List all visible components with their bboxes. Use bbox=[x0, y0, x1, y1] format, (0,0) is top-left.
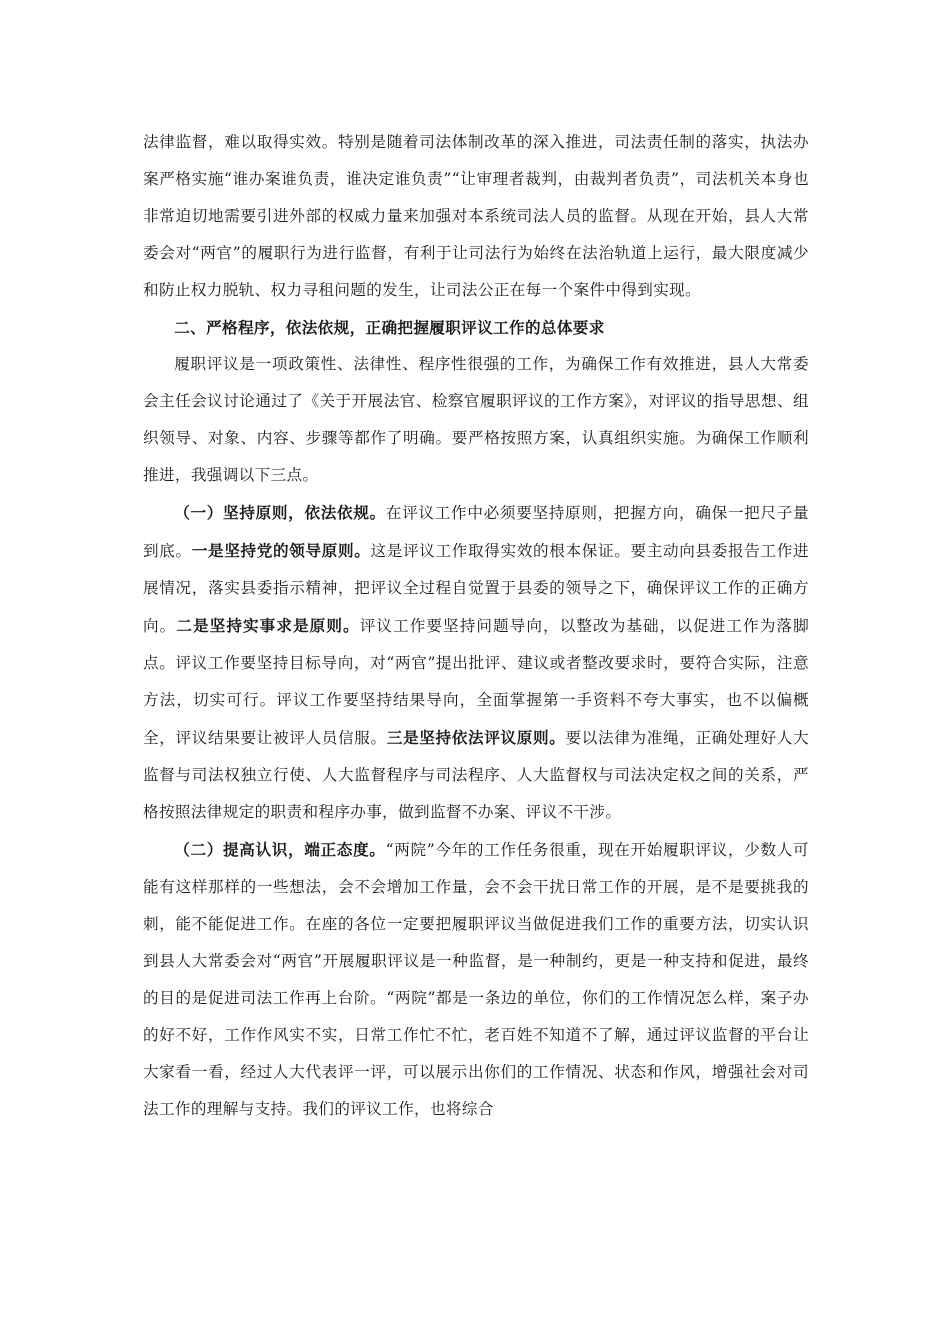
paragraph-evaluation-plan: 履职评议是一项政策性、法律性、程序性很强的工作，为确保工作有效推进，县人大常委会主任会议讨论通过了《关于开展法官、检察官履职评议的工作方案》，对评议的指导思想、组织领导、对象、内容、步骤等都作了明确。要严格按照方案，认真组织实施。为确保工作顺利推进，我强调以下三点。 bbox=[143, 355, 809, 484]
principles-text-1: 在评议工作中必须要坚持原则，把握方向，确保一把尺子量到底。 bbox=[143, 504, 809, 560]
principles-text-4: 要以法律为准绳，正确处理好人大监督与司法权独立行使、人大监督程序与司法程序、人大监督权与司法决定权之间的关系，严格按照法律规定的职责和程序办事，做到监督不办案、评议不干涉。 bbox=[143, 729, 809, 821]
attitude-text-1: “两院”今年的工作任务很重，现在开始履职评议，少数人可能有这样那样的一些想法，会不会增加工作量，会不会干扰日常工作的开展，是不是要挑我的刺，能不能促进工作。在座的各位一定要把履职评议当做促进我们工作的重要方法，切实认识到县人大常委会对“两官”开展履职评议是一种监督，是一种制约，更是一种支持和促进，最终的目的是促进司法工作再上台阶。“两院”都是一条边的单位，你们的工作情况怎么样，案子办的好不好，工作作风实不实，日常工作忙不忙，老百姓不知道不了解，通过评议监督的平台让大家看一看，经过人大代表评一评，可以展示出你们的工作情况、状态和作风，增强社会对司法工作的理解与支持。我们的评议工作，也将综合 bbox=[143, 841, 809, 1118]
principles-text-3: 评议工作要坚持问题导向，以整改为基础，以促进工作为落脚点。评议工作要坚持目标导向，对“两官”提出批评、建议或者整改要求时，要符合实际，注意方法，切实可行。评议工作要坚持结果导向，全面掌握第一手资料不夸大事实，也不以偏概全，评议结果要让被评人员信服。 bbox=[143, 617, 810, 747]
subheading-attitude: （二）提高认识，端正态度。 bbox=[174, 840, 386, 859]
principles-text-2: 这是评议工作取得实效的根本保证。要主动向县委报告工作进展情况，落实县委指示精神，把评议全过程自觉置于县委的领导之下，确保评议工作的正确方向。 bbox=[143, 542, 809, 635]
paragraph-attitude bbox=[143, 831, 809, 1128]
subheading-principles: （一）坚持原则，依法依规。 bbox=[174, 503, 386, 522]
principle-3-title: 三是坚持依法评议原则。 bbox=[386, 728, 566, 747]
principle-1-title: 一是坚持党的领导原则。 bbox=[191, 541, 371, 560]
section-heading-2: 二、严格程序，依法依规，正确把握履职评议工作的总体要求 bbox=[174, 318, 605, 337]
principle-2-title: 二是坚持实事求是原则。 bbox=[176, 616, 360, 635]
document-page bbox=[143, 124, 809, 1128]
paragraph-legal-supervision: 法律监督，难以取得实效。特别是随着司法体制改革的深入推进，司法责任制的落实，执法办案严格实施“谁办案谁负责，谁决定谁负责”“让审理者裁判，由裁判者负责”，司法机关本身也非常迫切地需要引进外部的权威力量来加强对本系统司法人员的监督。从现在开始，县人大常委会对“两官”的履职行为进行监督，有利于让司法行为始终在法治轨道上运行，最大限度减少和防止权力脱轨、权力寻租问题的发生，让司法公正在每一个案件中得到实现。 bbox=[143, 133, 809, 299]
paragraph-principles bbox=[143, 494, 809, 831]
